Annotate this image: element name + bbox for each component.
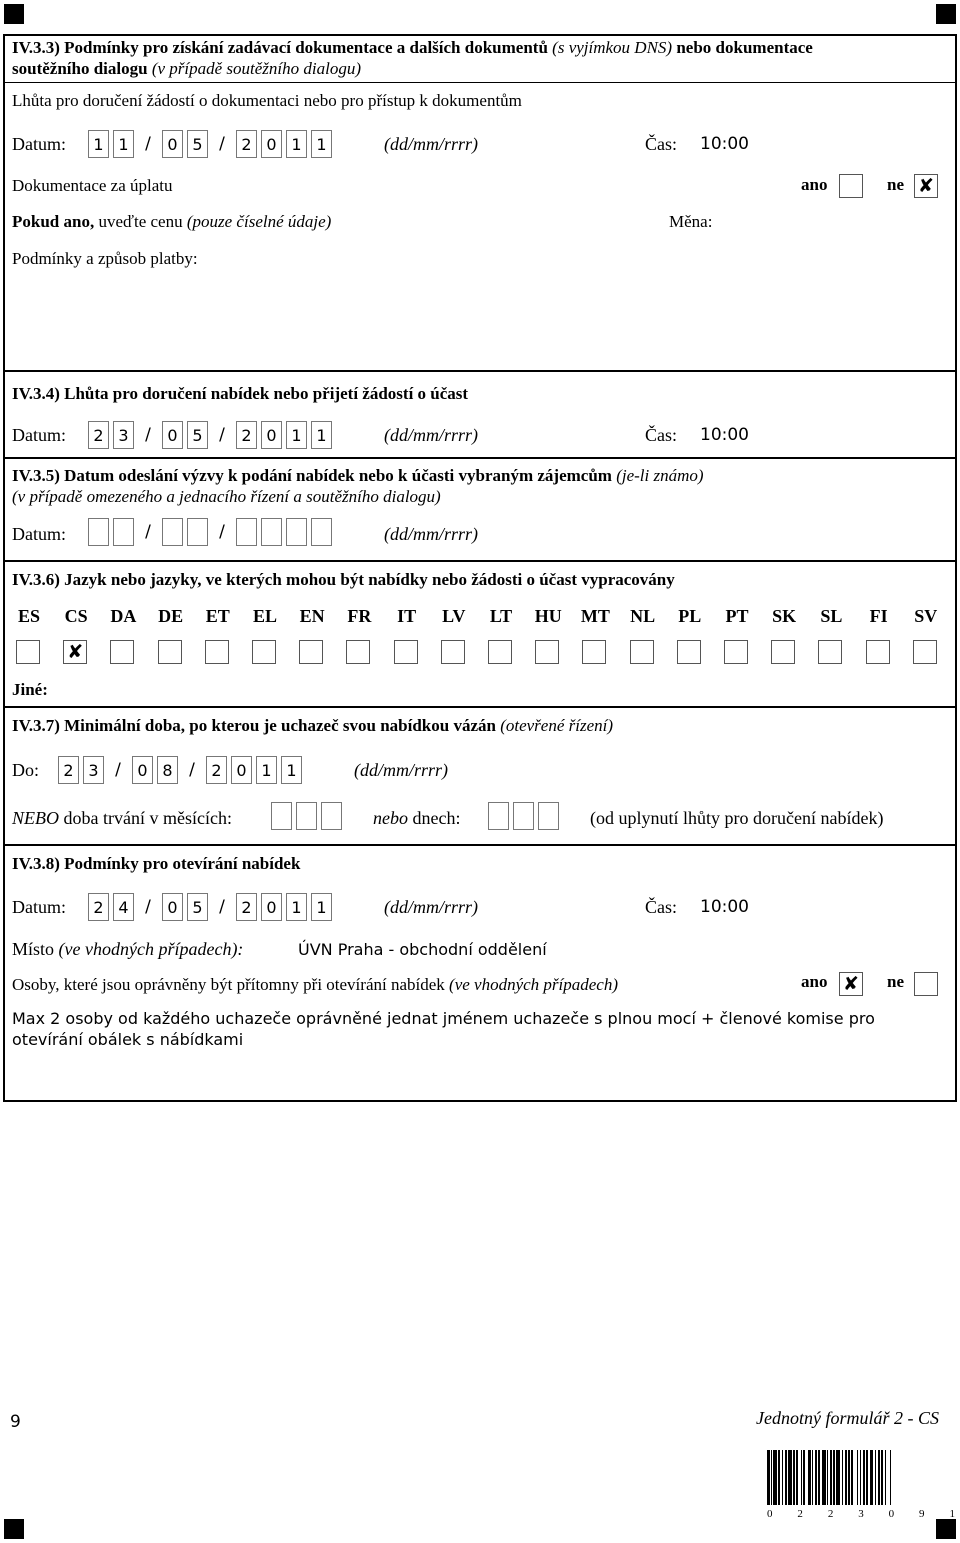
barcode-digit: 3 [858,1508,864,1520]
date-separator: / [145,134,151,154]
language-checkbox-sk[interactable] [771,640,795,664]
barcode-digit: 2 [827,1508,834,1520]
language-checkbox-pt[interactable] [724,640,748,664]
digit-box[interactable] [271,802,292,830]
cas-label: Čas: [645,897,678,917]
language-checkbox-sl[interactable] [818,640,842,664]
digit-box[interactable] [187,518,208,546]
digit-box[interactable] [162,518,183,546]
payment-terms-label: Podmínky a způsob platby: [12,249,198,268]
digit-box[interactable]: 1 [281,756,302,784]
date-format-hint: (dd/mm/rrrr) [384,425,479,445]
date-format-hint: (dd/mm/rrrr) [384,524,479,544]
language-checkbox-da[interactable] [110,640,134,664]
digit-box[interactable] [488,802,509,830]
days-row [373,808,460,829]
digit-box[interactable]: 1 [113,130,134,158]
language-checkbox-sv[interactable] [913,640,937,664]
divider [3,560,957,562]
datum-label: Datum: [12,524,66,544]
digit-box[interactable] [538,802,559,830]
digit-box[interactable]: 0 [162,130,183,158]
language-checkbox-hu[interactable] [535,640,559,664]
nebo-italic: nebo [373,808,408,828]
language-code-sl: SL [820,606,843,626]
language-code-mt: MT [580,606,610,626]
section-436-heading: IV.3.6) Jazyk nebo jazyky, ve kterých mohou být nabídky nebo žádosti o účast vypracovány [12,570,675,589]
ne-label: ne [887,175,904,194]
barcode-digit: 2 [797,1508,803,1520]
section-435-subheading: (v případě omezeného a jednacího řízení a soutěžního dialogu) [12,487,441,506]
digit-box[interactable]: 1 [286,893,307,921]
section-437-heading [12,716,613,736]
language-code-et: ET [205,606,230,626]
digit-box[interactable]: 5 [187,893,208,921]
digit-box[interactable]: 3 [113,421,134,449]
language-checkbox-it[interactable] [394,640,418,664]
ne-label: ne [887,972,904,991]
place-label: Místo [12,939,55,959]
barcode-digit: 0 [767,1508,773,1520]
language-code-da: DA [110,606,137,626]
digit-box[interactable]: 1 [286,130,307,158]
section-438-heading: IV.3.8) Podmínky pro otevírání nabídek [12,854,301,873]
language-code-pt: PT [725,606,749,626]
date-separator: / [219,134,225,154]
cas-label: Čas: [645,134,678,154]
digit-box[interactable] [311,518,332,546]
digit-box[interactable]: 0 [231,756,252,784]
date-separator: / [219,522,225,542]
from-label: (od uplynutí lhůty pro doručení nabídek) [590,808,884,828]
time-value: 10:00 [700,134,749,154]
barcode-digit: 0 [888,1508,895,1520]
heading-italic: (je-li známo) [616,466,704,485]
heading-bold: IV.3.7) Minimální doba, po kterou je uchazeč svou nabídkou vázán [12,716,496,735]
language-code-sk: SK [772,606,797,626]
paid-label: Dokumentace za úplatu [12,176,173,195]
ne-checkbox[interactable] [914,972,938,996]
price-label-italic: (pouze číselné údaje) [186,212,332,231]
language-checkbox-cs[interactable]: ✘ [63,640,87,664]
digit-box[interactable]: 1 [286,421,307,449]
months-label: doba trvání v měsících: [63,808,232,828]
language-code-el: EL [252,606,277,626]
date-field[interactable] [88,518,336,546]
persons-row [12,975,618,995]
language-checkbox-fr[interactable] [346,640,370,664]
digit-box[interactable]: 2 [236,130,257,158]
date-separator: / [219,425,225,445]
do-label: Do: [12,760,39,780]
digit-box[interactable] [88,518,109,546]
language-code-pl: PL [678,606,702,626]
date-separator: / [219,897,225,917]
days-field[interactable] [488,802,563,830]
digit-box[interactable]: 0 [261,130,282,158]
barcode-digit: 1 [949,1508,955,1520]
currency-label: Měna: [669,212,713,231]
heading-italic: (s vyjímkou DNS) [552,38,673,57]
months-field[interactable] [271,802,346,830]
date-separator: / [145,425,151,445]
place-row [12,939,243,960]
language-code-en: EN [299,606,325,626]
language-code-sv: SV [914,606,938,626]
time-value: 10:00 [700,425,749,445]
place-label-italic: (ve vhodných případech): [58,939,244,959]
digit-box[interactable]: 2 [58,756,79,784]
heading-italic: (otevřené řízení) [500,716,614,735]
language-code-hu: HU [534,606,562,626]
language-checkbox-es[interactable] [16,640,40,664]
digit-box[interactable]: 5 [187,130,208,158]
digit-box[interactable]: 3 [83,756,104,784]
form-title: Jednotný formulář 2 - CS [756,1408,939,1428]
ne-checkbox[interactable]: ✘ [914,174,938,198]
digit-box[interactable]: 1 [311,893,332,921]
ano-label: ano [801,175,828,194]
date-separator: / [189,760,195,780]
datum-label: Datum: [12,425,66,445]
divider [3,844,957,846]
digit-box[interactable]: 0 [162,893,183,921]
persons-label-italic: (ve vhodných případech) [449,975,619,994]
language-code-es: ES [17,606,41,626]
digit-box[interactable]: 2 [236,421,257,449]
price-label [12,212,331,232]
language-checkbox-nl[interactable] [630,640,654,664]
date-field[interactable] [58,756,306,784]
ano-checkbox[interactable] [839,174,863,198]
language-code-fr: FR [347,606,372,626]
deadline-label: Lhůta pro doručení žádostí o dokumentaci nebo pro přístup k dokumentům [12,91,522,110]
registration-mark-top-right [936,4,956,24]
digit-box[interactable] [296,802,317,830]
date-field[interactable] [88,893,336,921]
language-checkbox-et[interactable] [205,640,229,664]
datum-label: Datum: [12,134,66,154]
digit-box[interactable]: 2 [236,893,257,921]
digit-box[interactable] [236,518,257,546]
digit-box[interactable]: 2 [88,421,109,449]
digit-box[interactable]: 1 [311,421,332,449]
price-label-bold: Pokud ano, [12,212,95,231]
digit-box[interactable] [261,518,282,546]
heading-bold: IV.3.5) Datum odeslání výzvy k podání nabídek nebo k účasti vybraným zájemcům [12,466,612,485]
digit-box[interactable]: 4 [113,893,134,921]
language-code-nl: NL [630,606,656,626]
digit-box[interactable]: 0 [261,893,282,921]
heading-italic: (v případě soutěžního dialogu) [151,59,361,78]
registration-mark-top-left [4,4,24,24]
language-code-it: IT [397,606,417,626]
language-checkbox-pl[interactable] [677,640,701,664]
language-checkbox-el[interactable] [252,640,276,664]
language-checkbox-de[interactable] [158,640,182,664]
barcode-digits [767,1508,955,1520]
digit-box[interactable]: 1 [256,756,277,784]
date-format-hint: (dd/mm/rrrr) [384,897,479,917]
heading-bold: soutěžního dialogu [12,59,148,78]
barcode-bar [891,1450,894,1505]
language-code-lt: LT [489,606,513,626]
digit-box[interactable]: 5 [187,421,208,449]
place-value: ÚVN Praha - obchodní oddělení [298,940,547,959]
section-435-heading [12,465,704,486]
language-checkbox-fi[interactable] [866,640,890,664]
digit-box[interactable] [113,518,134,546]
date-field[interactable] [88,130,336,158]
other-language-label: Jiné: [12,680,48,699]
language-code-fi: FI [869,606,888,626]
page-number: 9 [10,1412,21,1432]
section-433-heading [12,37,942,79]
digit-box[interactable]: 2 [88,893,109,921]
language-code-de: DE [158,606,184,626]
time-value: 10:00 [700,897,749,917]
digit-box[interactable] [321,802,342,830]
divider [3,370,957,372]
date-separator: / [145,522,151,542]
digit-box[interactable]: 0 [162,421,183,449]
digit-box[interactable]: 1 [88,130,109,158]
barcode-digit: 9 [919,1508,925,1520]
days-label: dnech: [412,808,461,828]
language-code-cs: CS [64,606,88,626]
digit-box[interactable]: 0 [132,756,153,784]
datum-label: Datum: [12,897,66,917]
language-checkbox-en[interactable] [299,640,323,664]
ano-label: ano [801,972,828,991]
persons-label: Osoby, které jsou oprávněny být přítomny při otevírání nabídek [12,975,445,994]
language-checkbox-lt[interactable] [488,640,512,664]
price-label-normal: uveďte cenu [98,212,183,231]
persons-text: Max 2 osoby od každého uchazeče oprávněné jednat jménem uchazeče s plnou mocí + členové komise pro otevírání obálek s nábídkami [12,1009,875,1049]
divider [3,82,957,83]
date-format-hint: (dd/mm/rrrr) [354,760,449,780]
heading-bold: IV.3.3) Podmínky pro získání zadávací dokumentace a dalších dokumentů [12,38,548,57]
digit-box[interactable]: 8 [157,756,178,784]
language-checkbox-mt[interactable] [582,640,606,664]
language-code-lv: LV [442,606,466,626]
digit-box[interactable]: 2 [206,756,227,784]
digit-box[interactable] [513,802,534,830]
registration-mark-bottom-left [4,1519,24,1539]
nebo-italic: NEBO [12,808,59,828]
date-format-hint: (dd/mm/rrrr) [384,134,479,154]
divider [3,457,957,459]
date-field[interactable] [88,421,336,449]
divider [3,706,957,708]
date-separator: / [145,897,151,917]
digit-box[interactable] [286,518,307,546]
digit-box[interactable]: 1 [311,130,332,158]
section-434-heading: IV.3.4) Lhůta pro doručení nabídek nebo přijetí žádostí o účast [12,384,469,403]
digit-box[interactable]: 0 [261,421,282,449]
registration-mark-bottom-right [936,1519,956,1539]
language-checkbox-lv[interactable] [441,640,465,664]
barcode [767,1450,955,1505]
cas-label: Čas: [645,425,678,445]
ano-checkbox[interactable]: ✘ [839,972,863,996]
date-separator: / [115,760,121,780]
heading-bold: nebo dokumentace [676,38,813,57]
duration-row [12,808,232,829]
